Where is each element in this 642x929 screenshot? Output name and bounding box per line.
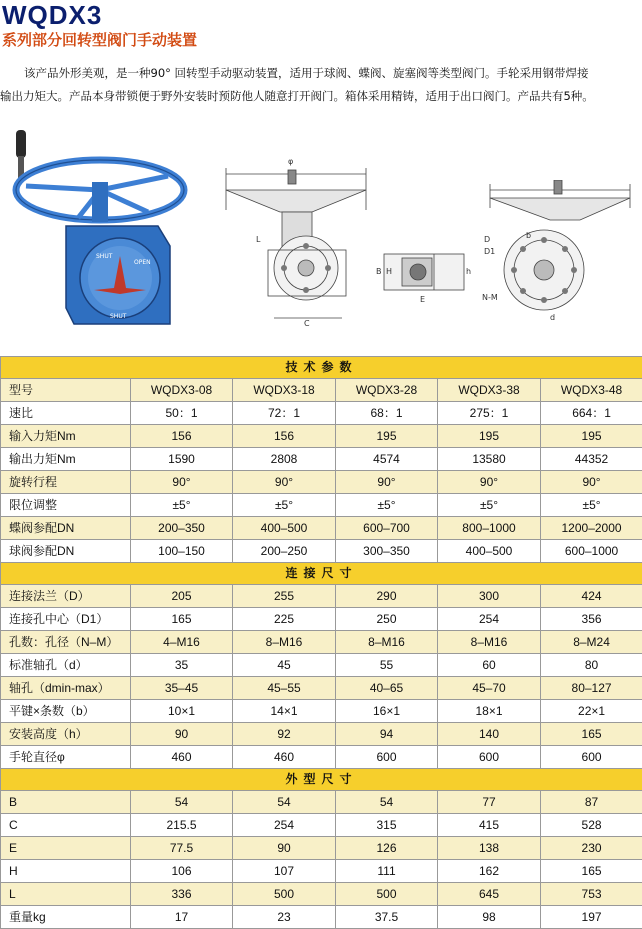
table-cell: 22×1 [541,700,642,723]
page-subtitle: 系列部分回转型阀门手动装置 [2,30,197,50]
spec-table [0,356,642,929]
table-cell: 156 [131,425,233,448]
table-cell: 315 [336,814,438,837]
table-row [1,906,642,929]
table-cell: 77 [438,791,541,814]
table-cell: 254 [438,608,541,631]
table-cell: 77.5 [131,837,233,860]
table-row [1,654,642,677]
table-cell: 600 [438,746,541,769]
dim-label-nm: N-M [482,293,498,302]
table-row [1,814,642,837]
table-cell: 600 [541,746,642,769]
table-cell: 126 [336,837,438,860]
table-cell: 162 [438,860,541,883]
table-cell: 106 [131,860,233,883]
table-cell: 80 [541,654,642,677]
table-cell: 50：1 [131,402,233,425]
intro-line-1: 该产品外形美观，是一种90° 回转型手动驱动装置，适用于球阀、蝶阀、旋塞阀等类型阀门。手轮采用钢带焊接 [0,62,642,85]
table-cell: 460 [233,746,336,769]
table-cell: 68：1 [336,402,438,425]
table-cell: 13580 [438,448,541,471]
table-cell: WQDX3-18 [233,379,336,402]
table-cell: WQDX3-48 [541,379,642,402]
table-row [1,677,642,700]
table-cell: 8–M16 [336,631,438,654]
intro-text [0,62,642,108]
table-cell: 300 [438,585,541,608]
row-label: B [1,791,131,814]
dimension-drawing-front [216,150,486,330]
table-cell: 165 [541,860,642,883]
row-label: 孔数：孔径（N–M） [1,631,131,654]
table-cell: 16×1 [336,700,438,723]
table-cell: 254 [233,814,336,837]
table-cell: 90° [438,471,541,494]
row-label: 蝶阀参配DN [1,517,131,540]
table-cell: 4–M16 [131,631,233,654]
page-title: WQDX3 [2,0,102,30]
table-row [1,402,642,425]
table-cell: 195 [336,425,438,448]
table-row [1,791,642,814]
row-label: 手轮直径φ [1,746,131,769]
section-title: 技术参数 [1,357,642,379]
table-cell: ±5° [336,494,438,517]
table-cell: 197 [541,906,642,929]
table-cell: 500 [233,883,336,906]
table-row [1,494,642,517]
table-cell: ±5° [131,494,233,517]
row-label: C [1,814,131,837]
table-row [1,517,642,540]
table-cell: 35 [131,654,233,677]
table-cell: 275：1 [438,402,541,425]
table-cell: ±5° [541,494,642,517]
table-row [1,471,642,494]
table-cell: WQDX3-08 [131,379,233,402]
table-cell: 645 [438,883,541,906]
table-cell: 45–70 [438,677,541,700]
row-label: H [1,860,131,883]
row-label: 限位调整 [1,494,131,517]
table-row [1,700,642,723]
table-cell: 45 [233,654,336,677]
table-cell: 230 [541,837,642,860]
table-row [1,448,642,471]
row-label: 重量kg [1,906,131,929]
table-cell: 72：1 [233,402,336,425]
table-cell: 1590 [131,448,233,471]
table-cell: 600–1000 [541,540,642,563]
table-cell: 90 [233,837,336,860]
table-row [1,860,642,883]
table-cell: 87 [541,791,642,814]
table-cell: 600–700 [336,517,438,540]
table-cell: 205 [131,585,233,608]
row-label: E [1,837,131,860]
table-cell: 4574 [336,448,438,471]
table-cell: 17 [131,906,233,929]
table-cell: 400–500 [438,540,541,563]
table-row [1,837,642,860]
table-cell: 460 [131,746,233,769]
table-cell: 2808 [233,448,336,471]
row-label: 输出力矩Nm [1,448,131,471]
table-cell: 400–500 [233,517,336,540]
row-label: L [1,883,131,906]
table-cell: 140 [438,723,541,746]
dim-label-d-flange: D [484,235,490,244]
table-cell: WQDX3-28 [336,379,438,402]
row-label: 轴孔（dmin-max） [1,677,131,700]
table-cell: 111 [336,860,438,883]
dim-label-d1: D1 [484,247,495,256]
table-cell: 500 [336,883,438,906]
section-title: 连接尺寸 [1,563,642,585]
table-cell: 90° [131,471,233,494]
dim-label-d-shaft: d [550,313,555,322]
table-cell: 45–55 [233,677,336,700]
table-cell: 336 [131,883,233,906]
table-row [1,379,642,402]
table-cell: 60 [438,654,541,677]
table-cell: 753 [541,883,642,906]
table-cell: 100–150 [131,540,233,563]
table-row [1,540,642,563]
table-cell: WQDX3-38 [438,379,541,402]
table-cell: ±5° [233,494,336,517]
table-cell: 200–350 [131,517,233,540]
row-label: 平键×条数（b） [1,700,131,723]
table-cell: 138 [438,837,541,860]
table-cell: 23 [233,906,336,929]
table-cell: 54 [233,791,336,814]
table-cell: 200–250 [233,540,336,563]
table-cell: 80–127 [541,677,642,700]
table-cell: 90° [336,471,438,494]
table-cell: 40–65 [336,677,438,700]
table-cell: 356 [541,608,642,631]
table-cell: 195 [541,425,642,448]
table-cell: 255 [233,585,336,608]
dim-label-e: E [420,295,425,304]
table-cell: 215.5 [131,814,233,837]
dim-label-b-key: b [526,231,531,240]
dial-label: OPEN [134,259,151,266]
table-cell: 8–M16 [233,631,336,654]
table-cell: 44352 [541,448,642,471]
row-label: 速比 [1,402,131,425]
table-row [1,585,642,608]
table-row [1,723,642,746]
row-label: 型号 [1,379,131,402]
table-cell: 165 [131,608,233,631]
table-cell: 664：1 [541,402,642,425]
product-photo [8,128,188,333]
table-cell: 54 [131,791,233,814]
table-section-header [1,357,642,379]
row-label: 连接孔中心（D1） [1,608,131,631]
dial-label: SHUT [96,253,113,260]
table-row [1,608,642,631]
table-section-header [1,769,642,791]
table-cell: 290 [336,585,438,608]
table-cell: 35–45 [131,677,233,700]
dim-label-h-lower: h [466,267,471,276]
table-cell: 90 [131,723,233,746]
table-cell: 250 [336,608,438,631]
gearbox-body-icon [66,226,170,324]
table-cell: 98 [438,906,541,929]
table-cell: 94 [336,723,438,746]
table-cell: 90° [541,471,642,494]
row-label: 安装高度（h） [1,723,131,746]
row-label: 输入力矩Nm [1,425,131,448]
row-label: 旋转行程 [1,471,131,494]
row-label: 连接法兰（D） [1,585,131,608]
section-title: 外型尺寸 [1,769,642,791]
table-cell: 165 [541,723,642,746]
intro-line-2: 输出力矩大。产品本身带锁便于野外安装时预防他人随意打开阀门。箱体采用精铸，适用于出口阀门。产品共有5种。 [0,85,642,108]
table-section-header [1,563,642,585]
table-cell: 225 [233,608,336,631]
table-cell: 37.5 [336,906,438,929]
table-cell: 107 [233,860,336,883]
table-row [1,883,642,906]
table-cell: 195 [438,425,541,448]
handwheel-icon [16,160,184,222]
table-cell: 90° [233,471,336,494]
table-cell: 54 [336,791,438,814]
table-cell: 55 [336,654,438,677]
table-cell: 14×1 [233,700,336,723]
table-cell: 1200–2000 [541,517,642,540]
table-cell: 415 [438,814,541,837]
dim-label-phi: φ [288,157,293,166]
table-row [1,631,642,654]
table-cell: 800–1000 [438,517,541,540]
table-cell: 600 [336,746,438,769]
table-cell: 8–M16 [438,631,541,654]
table-cell: 18×1 [438,700,541,723]
table-cell: 10×1 [131,700,233,723]
table-cell: 156 [233,425,336,448]
table-cell: 300–350 [336,540,438,563]
table-cell: ±5° [438,494,541,517]
table-row [1,425,642,448]
row-label: 球阀参配DN [1,540,131,563]
dial-label: SHUT [110,313,127,320]
table-cell: 424 [541,585,642,608]
dim-label-c: C [304,319,310,328]
table-cell: 528 [541,814,642,837]
table-cell: 92 [233,723,336,746]
dimension-drawing-flange [480,180,638,330]
row-label: 标准轴孔（d） [1,654,131,677]
dim-label-h-upper: H [386,267,392,276]
dim-label-l: L [256,235,261,244]
table-row [1,746,642,769]
table-cell: 8–M24 [541,631,642,654]
dim-label-b: B [376,267,382,276]
